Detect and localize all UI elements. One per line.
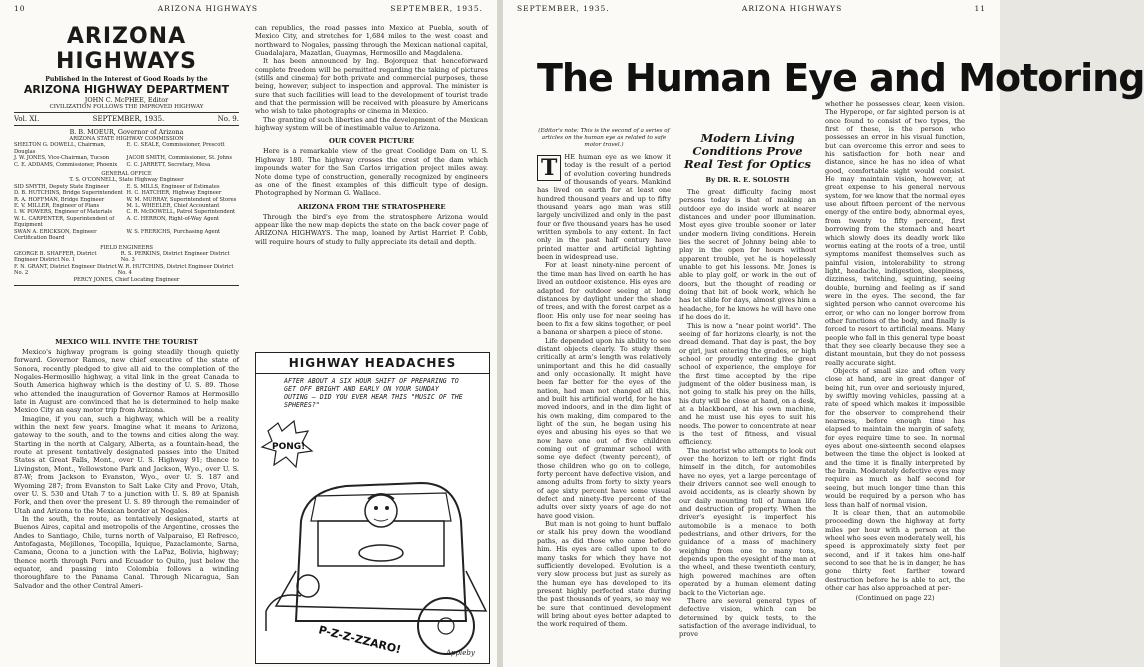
editor-note: (Editor's note: This is the second of a series of articles on the human eye as related to safe motor travel.) [538, 128, 670, 148]
governor: B. B. MOEUR, Governor of Arizona [69, 128, 184, 136]
col2-text: The great difficulty facing most persons today is that of making an outdoor eye do inside work at nearer distances and under poor illumination. Most eyes give trouble sooner or later under modern living conditions. Herein lies the secret of Johnny being able to play in the open for hours without apparent trouble, yet he is hopelessly unable to get his lessons. Mr. Jones is able to play golf, or work in the out of doors, but the thought of reading or doing that bit of book work, which he has let slide for days, almost gives him a headache, for he knows he will have one if he does do it. This is now a "near point world". The seeing of far horizons clearly, is not the dread demand. That day is past, the boy or girl, just entering the grades, or high school or proudly entering the great school of experience, the employe for the first time accepted by the ripe judgment of the older business man, is not going to stalk his prey on the hills, his duty will be close at hand, on a desk, at a blackboard, at his own machine, and he must use his eyes to suit his needs. The power to concentrate at near is the test of fitness, and visual efficiency. The motorist who attempts to look out over the horizon to left or right finds himself in the ditch, for automobiles have no eyes, yet a large percentage of their drivers cannot see well enough to avoid accidents, as is clearly shown by our daily mounting toll of human life and destruction of property. When the driver's eyesight is imperfect his automobile is a menace to both pedestrians, and other drivers, for the guidance of a mass of machinery weighing from one to many tons, depends upon the eyesight of the man at the wheel, and these twentieth century, high powered machines are often operated by a human element dating back to the Victorian age. There are several general types of defective vision, which can be determined by quick tests, to the satisfaction of the average individual, to prove [679, 188, 816, 639]
cartoon-caption: AFTER ABOUT A SIX HOUR SHIFT OF PREPARING TO GET OFF BRIGHT AND EARLY ON YOUR SUNDAY OUTING — DID YOU EVER HEAR THIS "MUSIC OF THE SPHERES?" [284, 377, 463, 409]
highway-headaches-cartoon [255, 352, 490, 664]
article-subhead: Modern Living Conditions Prove Real Test for Optics [684, 131, 811, 171]
masthead-block [14, 24, 239, 354]
pzzaro-sound: P-Z-Z-ZZARO! [317, 623, 403, 657]
tourist-heading: MEXICO WILL INVITE THE TOURIST [55, 338, 198, 346]
right-page [503, 0, 1144, 667]
right-running-head [517, 4, 986, 16]
commission-heading: ARIZONA STATE HIGHWAY COMMISSION [69, 136, 184, 142]
article-col-2 [679, 128, 816, 664]
masthead-volume-line [14, 115, 239, 123]
state-engineer: T. S. O'CONNELL, State Highway Engineer [69, 177, 184, 184]
masthead-editor: JOHN C. McPHEE, Editor [84, 96, 169, 104]
byline: By DR. R. E. SOLOSTH [705, 176, 790, 184]
masthead-department: ARIZONA HIGHWAY DEPARTMENT [23, 83, 230, 96]
tourist-article [14, 336, 239, 664]
field-heading: FIELD ENGINEERS [100, 244, 153, 251]
right-running-title: ARIZONA HIGHWAYS [741, 4, 843, 13]
commission-list: SHELTON G. DOWELL, Chairman, Douglas E. C. SEALE, Commissioner, Prescott J. W. JONES, Vice-Chairman, Tucson JACOB SMITH, Commissioner, St. Johns C. E. ADDAMS, Commissioner, Phoenix C. C. JARRETT, Secretary, Mesa [14, 142, 233, 168]
drop-cap: T [537, 155, 561, 181]
volume: Vol. XI. [14, 115, 40, 123]
left-running-head [14, 4, 483, 16]
left-page [0, 0, 497, 667]
right-page-number: 11 [974, 4, 986, 13]
article-title: The Human Eye and Motoring [537, 56, 1144, 100]
col3-text: whether he possesses clear, keen vision. The Hyperope, or far sighted person is at once found to consist of two types, the first of these, is the person who possesses an error in his visual function, but can overcome this error and sees to his satisfaction for both near and distance, since he has no idea of what good, comfortable sight would consist. He may maintain vision, however, at great expense to his general nervous system, for we know that the normal eyes use about fifteen percent of the nervous energy of the entire body, abnormal eyes, from twenty to fifty percent, first borrowing from the stomach and heart which slowly does its deadly work like worms eating at the roots of a tree, until symptoms manifest themselves such as painful vision, intolerability to strong light, headache, indigestion, sleepiness, dizziness, twitching, squinting, seeing double, burning and feeling as if sand were in the eyes. The second, the far sighted person who cannot overcome his error, or who can no longer borrow from other functions of the body, and finally is forced to resort to artificial means. Many people who fall in this general type boast that they see clearly because they see a distant mountain, but they do not possess really accurate sight. Objects of small size and often very close at hand, are in great danger of being hit, run over and seriously injured, by swiftly moving vehicles, passing at a rate of speed which makes it impossible for the observer to comprehend their nearness, before enough time has elapsed to maintain the margin of safety, for eyes require time to see. In normal eyes about one-sixteenth second elapses between the time the object is looked at and the time it is finally interpreted by the brain. Moderately defective eyes may require as much as half second for seeing, but much longer time than this would be required by a person who has less than half of normal vision. It is clear then, that an automobile proceeding down the highway at forty miles per hour with a person at the wheel who sees even moderately well, his speed is approximately sixty feet per second, and if it takes him one-half second to see that he is in danger, he has gone thirty feet farther toward destruction before he is able to act, the other car has also approached at per- [825, 100, 966, 592]
masthead-title: ARIZONA HIGHWAYS [55, 24, 198, 74]
middle-text: can republics, the road passes into Mexico at Puebla, south of Mexico City, and stretches for 1,684 miles to the west coast and northward to Nogales, passing through the Mexican national capital, Guadalajara, Mazatlan, Guaymas, Hermosillo and Magdalena. It has been announced by Ing. Bojorquez that henceforward complete freedom will be permitted regarding the taking of pictures (stills and cinema) for both private and commercial purposes, these being, however, subject to inspection and approval. The minister is sure that such facilities will lead to the development of tourist trade and that the permission will be received with pleasure by Americans who wish to take photographs or cinema in Mexico. The granting of such liberties and the development of the Mexican highway system will be of inestimable value to Arizona. [255, 24, 488, 133]
left-running-title: ARIZONA HIGHWAYS [157, 4, 259, 13]
left-date: SEPTEMBER, 1935. [390, 4, 483, 13]
pong-sound: PONG! [272, 442, 306, 452]
col1-text: T HE human eye as we know it today is the result of a period of evolution covering hundreds of thousands of years. Mankind has lived on earth for at least one hundred thousand years and up to fifty thousand years ago man was still largely uncivilized and only in the past four or five thousand years has he used written symbols to any extent. In fact only in the past half century have printed matter and artificial lighting been in widespread use. For at least ninety-nine percent of the time man has lived on earth he has lived an outdoor existence. His eyes are adapted for outdoor seeing at long distances by daylight under the shade of trees, and with the forest carpet as a floor. His only use for near seeing has been to fix a few skins together, or peel a banana or sharpen a piece of stone. Life depended upon his ability to see distant objects clearly. To study them critically at arm's length was relatively unimportant and this he did casually and only occasionally. It might have been far better for the eyes of the nation, had man not changed all this, and built his artificial world, for he has moved indoors, and in the dim light of his own making, dim compared to the light of the sun, he began using his eyes and abusing his eyes so that we now have one out of five children coming out of grammar school with some eye defect (twenty percent), of those children who go on to college, forty percent have defective vision, and among adults from forty to sixty years of age sixty percent have some visual defect and ninety-five percent of the adults over sixty years of age do not have good vision. But man is not going to hunt buffalo or stalk his prey down the woodland paths, as did those who came before him. His eyes are called upon to do many tasks for which they have not sufficiently developed. Evolution is a very slow process but just as surely as the human eye has developed to its present highly perfected state during the past thousands of years, so may we be sure that continued development will bring about eyes better adapted to the work required of them. [537, 153, 671, 629]
stratosphere-text: Through the bird's eye from the stratosphere Arizona would appear like the new map depicts the state on the back cover page of ARIZONA HIGHWAYS. The map, loaned by Artist Harriet P. Cobb, will require hours of study to fully appreciate its detail and depth. [255, 212, 488, 246]
issue-number: No. 9. [217, 115, 239, 123]
cover-heading: OUR COVER PICTURE [328, 137, 415, 146]
stratosphere-heading: ARIZONA FROM THE STRATOSPHERE [297, 202, 446, 211]
article-col-3 [825, 100, 965, 664]
issue-date: SEPTEMBER, 1935. [92, 115, 165, 123]
tourist-body: Mexico's highway program is going steadily though quietly forward. Governor Ramos, new chief executive of the state of Sonora, recently pledged to give all aid to the completion of the Nogales-Hermosillo highway, a vital link in the great Canada to South America highway which is the destiny of U. S. 89. Those who attended the inauguration of Governor Ramos at Hermosillo late in August are convinced that he is determined to help make Mexico City an easy motor trip from Arizona. Imagine, if you can, such a highway, which will be a reality within the next few years. Imagine what it means to Arizona, gateway to the south, and to the towns and cities along the way. Starting in the north at Calgary, Alberta, as a fountain-head, the route at present tentatively designated passes into the United States at Great Falls, Mont., over U. S. Highway 91; thence to Livingston, Mont., Yellowstone Park and Jackson, Wyo., over U. S. 87-W; from Jackson to Evanston, Wyo., over U. S. 187 and Wyoming 287; from Evanston to Salt Lake City and Provo, Utah, over U. S. 530 and Utah 7 to a junction with U. S. 89 at Spanish Fork, and then over the present U. S. 89 through the remainder of Utah and Arizona to the Mexican border at Nogales. In the south, the route, as tentatively designated, starts at Buenos Aires, capital and metropolis of the Argentine, crosses the Andes to Santiago, Chile, turns north of Valparaiso, El Refresco, Antofagasta, Mejillones, Tocopilla, Iquique, Pazaclamonte, Sarna, Camana, Ocona to a junction with the LaPaz, Bolivia, highway; thence north through Peru and Ecuador to Quito, just below the equator, and passing into Colombia follows a winding thoroughfare to the Panama Canal. Through Nicaragua, San Salvador and the other Central Ameri- [14, 348, 239, 590]
field-chief: PERCY JONES, Chief Locating Engineer [73, 276, 180, 283]
article-col-1 [537, 128, 671, 664]
cartoon-drawing [256, 371, 487, 661]
general-office-heading: GENERAL OFFICE [101, 171, 152, 178]
cover-text: Here is a remarkable view of the great Coolidge Dam on U. S. Highway 180. The highway crosses the crest of the dam which impounds water for the San Carlos irrigation project miles away. Note dome type of construction, generally recognized by engineers as one of the finest examples of this difficult type of design. Photographed by Norman G. Wallace. [255, 147, 488, 198]
masthead-published-line: Published in the Interest of Good Roads by the [45, 76, 208, 83]
cartoon-title: HIGHWAY HEADACHES [256, 353, 489, 374]
continued-note: (Continued on page 22) [855, 594, 935, 603]
field-list: GEORGE B. SHAFFER, District Engineer District No. 1 R. S. PERKINS, District Engineer District No. 3 F. N. GRANT, District Engineer District No. 2 W. R. HUTCHINS, District Engineer District No. 4 [14, 250, 234, 277]
right-date: SEPTEMBER, 1935. [517, 4, 610, 13]
masthead-slogan: CIVILIZATION FOLLOWS THE IMPROVED HIGHWAY [49, 104, 204, 110]
left-page-number: 10 [14, 4, 26, 13]
middle-column [255, 24, 488, 349]
general-office-list: SID SMYTH, Deputy State Engineer E. S. MILLS, Engineer of Estimates D. B. HUTCHINS, Bridge Superintendent H. C. HATCHER, Highway Engineer R. A. HOFFMAN, Bridge Engineer W. M. MURRAY, Superintendent of Stores E. V. MILLER, Engineer of Plans M. L. WHEELER, Chief Accountant I. W. POWERS, Engineer of Materials C. R. McDOWELL, Patrol Superintendent W. L. CARPENTER, Superintendent of Equipment A. C. HERRON, Right-of-Way Agent SWAN A. ERICKSON, Engineer Certification Board W. S. FRERICHS, Purchasing Agent [14, 183, 237, 242]
cartoon-signature: Appleby [446, 649, 475, 657]
